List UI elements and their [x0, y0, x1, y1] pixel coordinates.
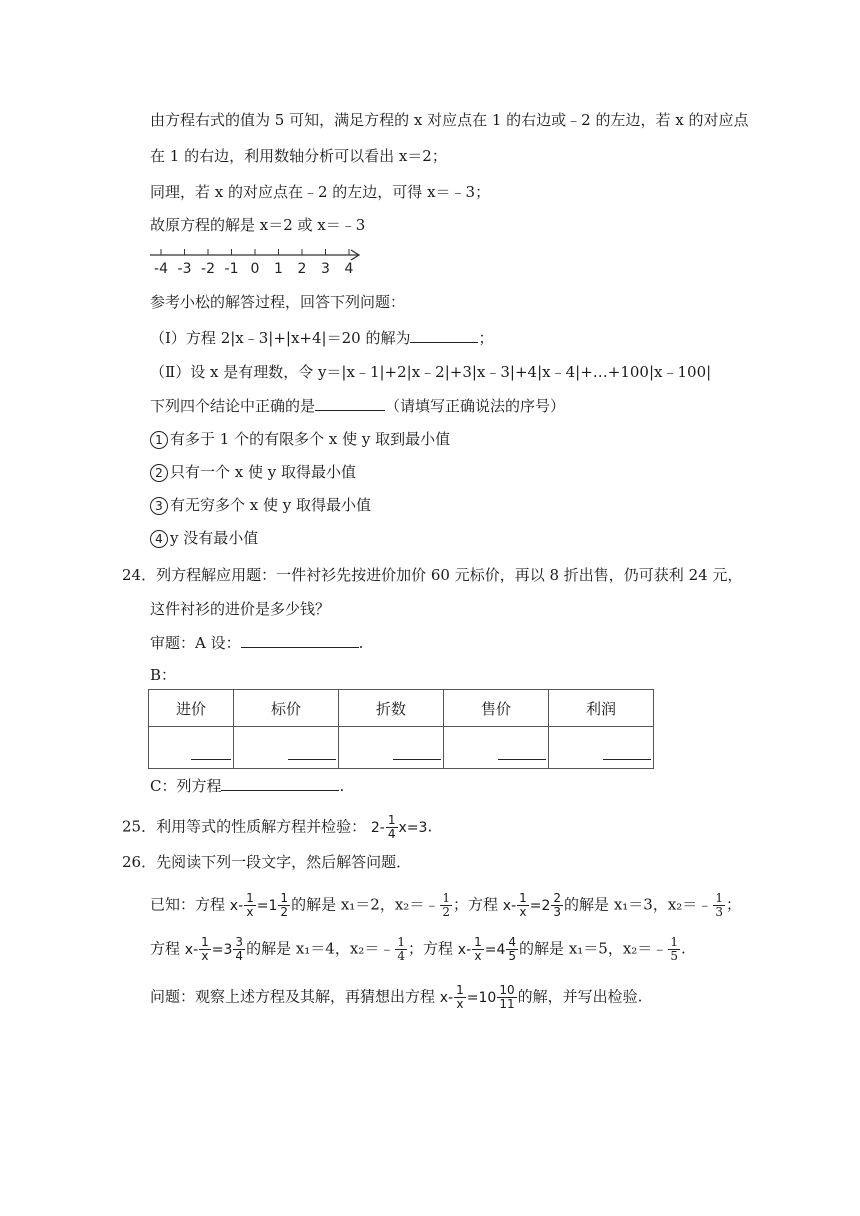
- question-part-2: （Ⅱ）设 x 是有理数，令 y＝|x﹣1|+2|x﹣2|+3|x﹣3|+4|x﹣4|+…+100|x﹣100|: [150, 363, 712, 381]
- solution-3: 的解是 x₁＝4，x₂＝﹣: [246, 939, 395, 958]
- q25-eq-right: x=3: [398, 819, 428, 836]
- option-2: [150, 462, 356, 482]
- answer-blank-1[interactable]: [410, 328, 478, 343]
- text-line-2: 在 1 的右边，利用数轴分析可以看出 x＝2；: [150, 147, 447, 165]
- semicolon-1: ；: [452, 895, 468, 914]
- question-26: [122, 852, 411, 872]
- table-cell-discount[interactable]: [339, 727, 444, 769]
- q25-fraction: [386, 814, 398, 841]
- q26-known-line-1: [150, 892, 741, 919]
- solution-2: 的解是 x₁＝3，x₂＝﹣: [564, 895, 713, 914]
- option-3-text: 有无穷多个 x 使 y 取得最小值: [170, 496, 372, 514]
- text-line-5: 参考小松的解答过程，回答下列问题：: [150, 293, 406, 311]
- table-header-list-price: 标价: [234, 690, 339, 727]
- table-header-cost: 进价: [149, 690, 234, 727]
- q26-known-label: 已知：方程: [150, 895, 226, 914]
- q25-text: 利用等式的性质解方程并检验：: [156, 817, 367, 836]
- q26-question: [150, 984, 642, 1011]
- equation-2: x- $\frac{1}{x}$ =2 $\frac{2}{3}$: [502, 891, 562, 919]
- table-header-sale-price: 售价: [444, 690, 549, 727]
- q24-c-prefix: C：列方程: [150, 777, 222, 795]
- answer-blank-2[interactable]: [315, 396, 385, 411]
- equation-5: x- $\frac{1}{x}$ =10 $\frac{10}{11}$: [439, 983, 515, 1011]
- text-line-4: 故原方程的解是 x＝2 或 x＝﹣3: [150, 216, 366, 234]
- table-answer-row: [149, 727, 654, 769]
- equation-3: x- $\frac{1}{x}$ =3 $\frac{3}{4}$: [184, 935, 244, 963]
- q25-equation: [370, 813, 428, 841]
- table-header-profit: 利润: [549, 690, 654, 727]
- q26-question-end: 的解，并写出检验.: [517, 987, 643, 1006]
- option-2-mark: 2: [150, 464, 168, 482]
- solution-3-frac: $\frac{1}{4}$: [397, 935, 405, 963]
- q25-number: 25．: [122, 817, 157, 836]
- option-4-text: y 没有最小值: [170, 529, 259, 547]
- solution-4: 的解是 x₁＝5，x₂＝﹣: [519, 939, 668, 958]
- table-cell-cost[interactable]: [149, 727, 234, 769]
- table-header-discount: 折数: [339, 690, 444, 727]
- q25-eq-left: 2-: [370, 819, 385, 836]
- solution-2-frac: $\frac{1}{3}$: [715, 891, 723, 919]
- option-4: [150, 528, 258, 548]
- q24-text-2: 这件衬衫的进价是多少钱？: [150, 600, 331, 618]
- q24-a-prefix: 审题：A 设：: [150, 634, 241, 652]
- table-header-row: [149, 690, 654, 727]
- eq-word-4: 方程: [422, 939, 453, 958]
- option-1: [150, 429, 450, 449]
- number-line-label: 3: [321, 261, 330, 277]
- table-cell-list-price[interactable]: [234, 727, 339, 769]
- number-line-label: -4: [154, 261, 168, 277]
- equation-4: x- $\frac{1}{x}$ =4 $\frac{4}{5}$: [457, 935, 517, 963]
- text-line-3: 同理，若 x 的对应点在﹣2 的左边，可得 x＝﹣3；: [150, 183, 491, 201]
- solution-4-frac: $\frac{1}{5}$: [670, 935, 678, 963]
- q24-a-suffix: .: [358, 634, 364, 652]
- question-conclusion: [150, 396, 565, 416]
- number-line-label: 1: [274, 261, 283, 277]
- option-1-mark: 1: [150, 431, 168, 449]
- q26-known-line-2: [150, 936, 686, 963]
- option-1-text: 有多于 1 个的有限多个 x 使 y 取到最小值: [170, 430, 451, 448]
- option-3: [150, 495, 371, 515]
- q25-frac-den: 4: [387, 827, 396, 841]
- q26-question-text: 问题：观察上述方程及其解，再猜想出方程: [150, 987, 436, 1006]
- table-cell-profit[interactable]: [549, 727, 654, 769]
- question-24: [122, 565, 742, 585]
- q24-table: [148, 689, 654, 769]
- q24-c-blank[interactable]: [221, 776, 339, 791]
- q24-part-a: [150, 633, 363, 653]
- number-line-label: 2: [297, 261, 307, 277]
- q24-number: 24．: [122, 566, 157, 584]
- q24-part-c: [150, 776, 344, 796]
- q25-frac-num: 1: [387, 813, 396, 827]
- question-25: [122, 814, 432, 841]
- solution-1-frac: $\frac{1}{2}$: [442, 891, 450, 919]
- part-1-text: （Ⅰ）方程 2|x﹣3|+|x+4|＝20 的解为: [150, 329, 411, 347]
- number-line-label: 0: [250, 261, 260, 277]
- conclusion-hint: （请填写正确说法的序号）: [385, 397, 566, 415]
- eq-word-2: 方程: [467, 895, 498, 914]
- solution-1: 的解是 x₁＝2，x₂＝﹣: [291, 895, 440, 914]
- question-part-1: [150, 328, 493, 348]
- option-2-text: 只有一个 x 使 y 取得最小值: [170, 463, 357, 481]
- text-line-1: 由方程右式的值为 5 可知，满足方程的 x 对应点在 1 的右边或﹣2 的左边，若 x 的对应点: [150, 111, 749, 129]
- eq-word-3: 方程: [150, 939, 181, 958]
- q25-end: .: [427, 817, 433, 836]
- q24-text-1: 列方程解应用题：一件衬衫先按进价加价 60 元标价，再以 8 折出售，仍可获利 24 元，: [156, 566, 743, 584]
- number-line-label: 4: [344, 261, 354, 277]
- semicolon-2: ；: [725, 895, 741, 914]
- part-1-end: ；: [478, 329, 494, 347]
- option-4-mark: 4: [150, 530, 168, 548]
- q24-c-suffix: .: [339, 777, 345, 795]
- option-3-mark: 3: [150, 497, 168, 515]
- q24-a-blank[interactable]: [241, 633, 359, 648]
- number-line-label: -2: [201, 261, 215, 277]
- number-line: [148, 246, 368, 278]
- equation-1: x- $\frac{1}{x}$ =1 $\frac{1}{2}$: [229, 891, 289, 919]
- semicolon-3: ；: [407, 939, 423, 958]
- q26-text: 先阅读下列一段文字，然后解答问题．: [156, 853, 412, 871]
- number-line-label: -1: [224, 261, 239, 277]
- number-line-label: -3: [177, 261, 192, 277]
- q24-b-label: B：: [150, 666, 177, 684]
- table-cell-sale-price[interactable]: [444, 727, 549, 769]
- period-4: .: [680, 939, 686, 958]
- conclusion-text: 下列四个结论中正确的是: [150, 397, 316, 415]
- q26-number: 26．: [122, 853, 157, 871]
